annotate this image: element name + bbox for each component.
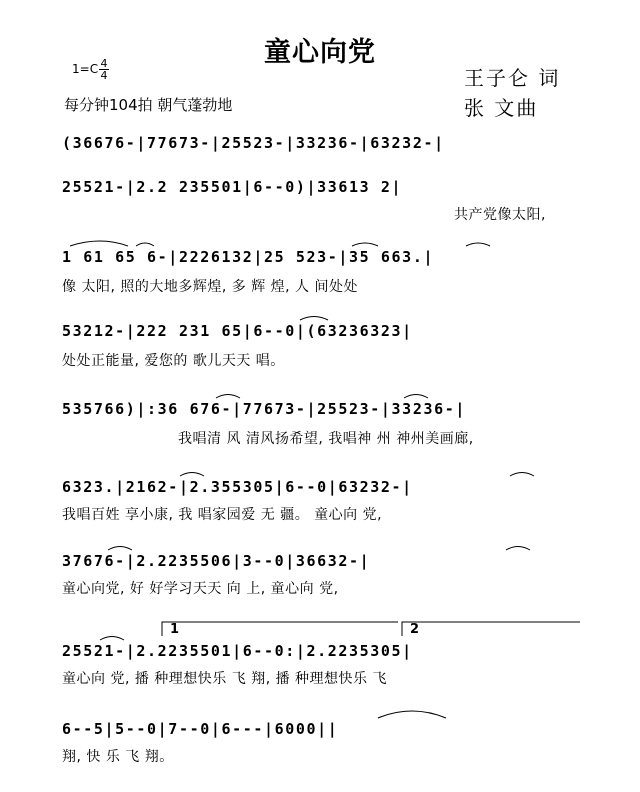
- lyrics-row-7: 童心向党, 好 好学习天天 向 上, 童心向 党,: [62, 581, 339, 597]
- volta-2-label: 2: [410, 622, 420, 637]
- notation-row-4: 53212-|222 231 65|6--0|(63236323|: [62, 322, 413, 340]
- slur: [300, 317, 328, 321]
- slur: [404, 395, 428, 399]
- volta-1-label: 1: [170, 622, 180, 637]
- time-signature-bottom: 4: [100, 69, 108, 82]
- key-signature: 1=C: [72, 62, 99, 76]
- volta-1-bracket: [162, 622, 398, 636]
- slur: [506, 547, 530, 551]
- lyrics-row-8: 童心向 党, 播 种理想快乐 飞 翔, 播 种理想快乐 飞: [62, 671, 388, 687]
- slur: [466, 243, 490, 246]
- slur: [136, 243, 154, 246]
- composer-credit: 张 文曲: [464, 96, 539, 120]
- tempo-marking: 每分钟104拍 朝气蓬勃地: [64, 96, 233, 114]
- notation-row-8: 25521-|2.2235501|6--0:|2.2235305|: [62, 642, 413, 660]
- lyrics-row-9: 翔, 快 乐 飞 翔。: [62, 749, 174, 765]
- slur: [180, 473, 204, 477]
- page-title: 童心向党: [264, 37, 376, 68]
- lyrics-row-4: 处处正能量, 爱您的 歌儿天天 唱。: [62, 353, 285, 369]
- tie: [378, 711, 446, 718]
- notation-row-1: (36676-|77673-|25523-|33236-|63232-|: [62, 134, 445, 152]
- notation-row-7: 37676-|2.2235506|3--0|36632-|: [62, 552, 371, 570]
- lyrics-row-5: 我唱清 风 清风扬希望, 我唱神 州 神州美画廊,: [178, 431, 474, 447]
- notation-row-3: 1 61 65 6-|2226132|25 523-|35 663.|: [62, 248, 435, 266]
- slur: [70, 241, 128, 246]
- notation-row-6: 6323.|2162-|2.355305|6--0|63232-|: [62, 478, 413, 496]
- notation-row-5: 535766)|:36 676-|77673-|25523-|33236-|: [62, 400, 466, 418]
- slur: [108, 547, 132, 551]
- notation-row-9: 6--5|5--0|7--0|6---|6000||: [62, 720, 339, 738]
- lyrics-row-6: 我唱百姓 享小康, 我 唱家园爱 无 疆。 童心向 党,: [62, 507, 383, 523]
- slur: [510, 473, 534, 477]
- time-signature-top: 4: [100, 57, 108, 70]
- lyrics-row-2: 共产党像太阳,: [454, 207, 546, 223]
- slur: [100, 637, 124, 641]
- notation-row-2: 25521-|2.2 235501|6--0)|33613 2|: [62, 178, 403, 196]
- time-signature: [98, 58, 110, 81]
- lyrics-row-3: 像 太阳, 照的大地多辉煌, 多 辉 煌, 人 间处处: [62, 279, 359, 295]
- volta-2-bracket: [402, 622, 580, 636]
- lyricist-credit: 王子仑 词: [464, 66, 561, 90]
- slur: [216, 395, 240, 399]
- slur: [352, 243, 378, 246]
